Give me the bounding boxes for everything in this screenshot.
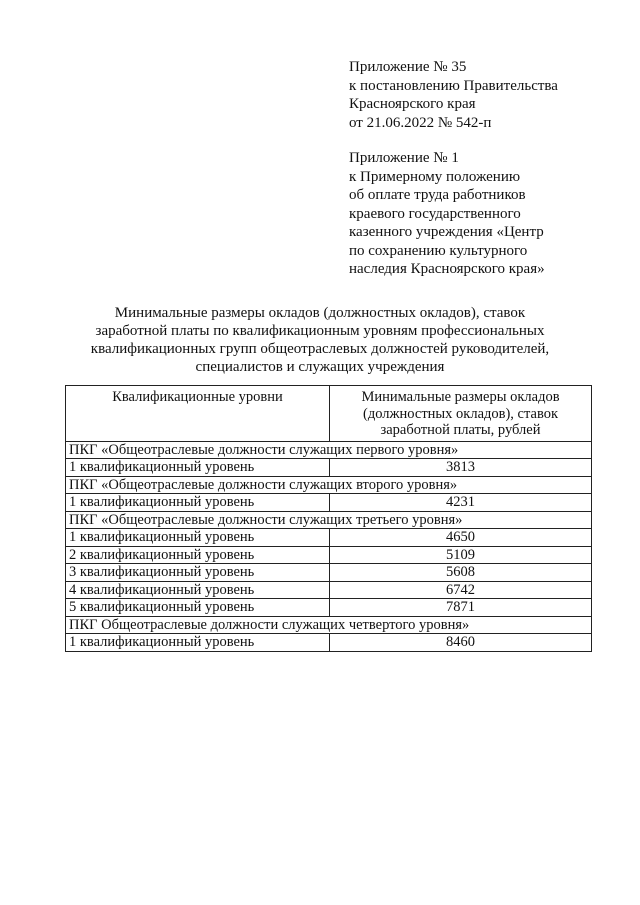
title-line: квалификационных групп общеотраслевых должностей руководителей, (90, 341, 550, 357)
table-row (66, 494, 592, 512)
table-row (66, 634, 592, 652)
header-min-salary (330, 386, 592, 442)
table-row (66, 599, 592, 617)
table-row (66, 459, 592, 477)
appendix-line: краевого государственного (349, 205, 521, 222)
table-row (66, 564, 592, 582)
header-qualification-levels: Квалификационные уровни (66, 386, 330, 442)
title-line: Минимальные размеры окладов (должностных окладов), ставок (114, 305, 526, 321)
level-cell: 5 квалификационный уровень (66, 599, 330, 617)
group-row (66, 441, 592, 459)
level-cell: 1 квалификационный уровень (66, 494, 330, 512)
appendix-line: к постановлению Правительства (349, 77, 558, 94)
title-line: специалистов и служащих учреждения (195, 359, 445, 375)
header-min-salary-line: заработной платы, рублей (380, 422, 541, 438)
appendix-line: Красноярского края (349, 96, 476, 112)
value-cell: 3813 (330, 459, 592, 477)
level-cell: 4 квалификационный уровень (66, 581, 330, 599)
header-min-salary-line: Минимальные размеры окладов (361, 389, 560, 405)
table-header-row (66, 386, 592, 442)
title-line: заработной платы по квалификационным уровням профессиональных (95, 323, 545, 339)
group-row (66, 476, 592, 494)
value-cell: 7871 (330, 599, 592, 617)
appendix-line: Приложение № 35 (349, 59, 467, 75)
value-cell: 6742 (330, 581, 592, 599)
value-cell: 5109 (330, 546, 592, 564)
level-cell: 3 квалификационный уровень (66, 564, 330, 582)
salary-table (65, 385, 592, 652)
header-min-salary-line: (должностных окладов), ставок (363, 405, 558, 422)
group-title: ПКГ «Общеотраслевые должности служащих первого уровня» (66, 441, 592, 459)
group-title: ПКГ «Общеотраслевые должности служащих третьего уровня» (66, 511, 592, 529)
group-row (66, 616, 592, 634)
level-cell: 1 квалификационный уровень (66, 529, 330, 547)
level-cell: 1 квалификационный уровень (66, 634, 330, 652)
appendix-line: наследия Красноярского края» (349, 261, 545, 277)
value-cell: 5608 (330, 564, 592, 582)
group-title: ПКГ «Общеотраслевые должности служащих второго уровня» (66, 476, 592, 494)
table-row (66, 529, 592, 547)
appendix-line: Приложение № 1 (349, 150, 459, 166)
value-cell: 4231 (330, 494, 592, 512)
appendix-line: об оплате труда работников (349, 187, 526, 203)
value-cell: 8460 (330, 634, 592, 652)
appendix-35-header (349, 58, 629, 132)
document-title (60, 304, 580, 376)
table-row (66, 581, 592, 599)
group-title: ПКГ Общеотраслевые должности служащих четвертого уровня» (66, 616, 592, 634)
appendix-1-header (349, 149, 629, 279)
appendix-line: по сохранению культурного (349, 242, 528, 259)
appendix-line: казенного учреждения «Центр (349, 224, 544, 240)
appendix-line: к Примерному положению (349, 168, 521, 185)
level-cell: 1 квалификационный уровень (66, 459, 330, 477)
level-cell: 2 квалификационный уровень (66, 546, 330, 564)
table-row (66, 546, 592, 564)
group-row (66, 511, 592, 529)
appendix-line: от 21.06.2022 № 542-п (349, 114, 492, 131)
value-cell: 4650 (330, 529, 592, 547)
